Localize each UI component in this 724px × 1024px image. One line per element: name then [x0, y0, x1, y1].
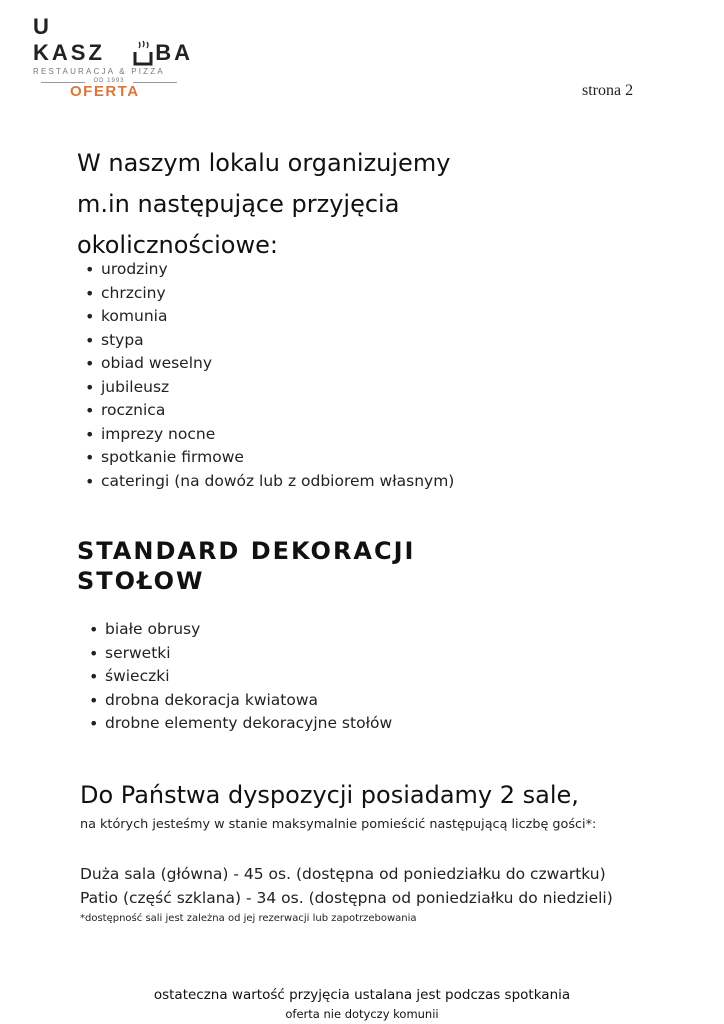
list-item: • stypa: [77, 329, 454, 353]
page-number: strona 2: [582, 82, 634, 99]
list-item: • obiad weselny: [77, 352, 454, 376]
list-item: • rocznica: [77, 399, 454, 423]
decoration-list: [81, 618, 392, 736]
list-item: • spotkanie firmowe: [77, 446, 454, 470]
logo-name-part2: BA: [155, 40, 193, 65]
logo-name-part1: U KASZ: [33, 14, 105, 65]
restaurant-logo: [33, 14, 193, 84]
list-item: • cateringi (na dowóz lub z odbiorem własnym): [77, 470, 454, 494]
list-item: • urodziny: [77, 258, 454, 282]
events-list: [77, 258, 454, 493]
availability-note: *dostępność sali jest zależna od jej rezerwacji lub zapotrzebowania: [80, 913, 417, 924]
rooms-intro: na których jesteśmy w stanie maksymalnie pomieścić następującą liczbę gości*:: [80, 817, 597, 832]
footer-price-note: ostateczna wartość przyjęcia ustalana jest podczas spotkania: [153, 987, 571, 1003]
rooms-heading: Do Państwa dyspozycji posiadamy 2 sale,: [80, 781, 579, 809]
events-heading-line3: okolicznościowe:: [77, 231, 278, 259]
events-heading: [77, 143, 597, 266]
list-item: • imprezy nocne: [77, 423, 454, 447]
pot-icon: [132, 40, 154, 66]
logo-subtitle: RESTAURACJA & PIZZA: [33, 67, 165, 76]
decoration-heading-line2: STOŁOW: [77, 567, 205, 595]
list-item: • komunia: [77, 305, 454, 329]
list-item: • świeczki: [81, 665, 392, 689]
list-item: • białe obrusy: [81, 618, 392, 642]
rooms-capacity: [80, 862, 613, 910]
logo-name: [33, 14, 193, 66]
logo-since: OD 1993: [33, 78, 185, 84]
footer-communion-note: oferta nie dotyczy komunii: [285, 1007, 439, 1021]
list-item: • chrzciny: [77, 282, 454, 306]
offer-label: OFERTA: [70, 83, 140, 100]
room-patio: Patio (część szklana) - 34 os. (dostępna od poniedziałku do niedzieli): [80, 889, 613, 907]
list-item: • drobne elementy dekoracyjne stołów: [81, 712, 392, 736]
room-main-hall: Duża sala (główna) - 45 os. (dostępna od poniedziałku do czwartku): [80, 865, 606, 883]
list-item: • jubileusz: [77, 376, 454, 400]
list-item: • drobna dekoracja kwiatowa: [81, 689, 392, 713]
events-heading-line2: m.in następujące przyjęcia: [77, 190, 400, 218]
decoration-heading: [77, 536, 557, 596]
events-heading-line1: W naszym lokalu organizujemy: [77, 149, 451, 177]
decoration-heading-line1: STANDARD DEKORACJI: [77, 537, 416, 565]
list-item: • serwetki: [81, 642, 392, 666]
